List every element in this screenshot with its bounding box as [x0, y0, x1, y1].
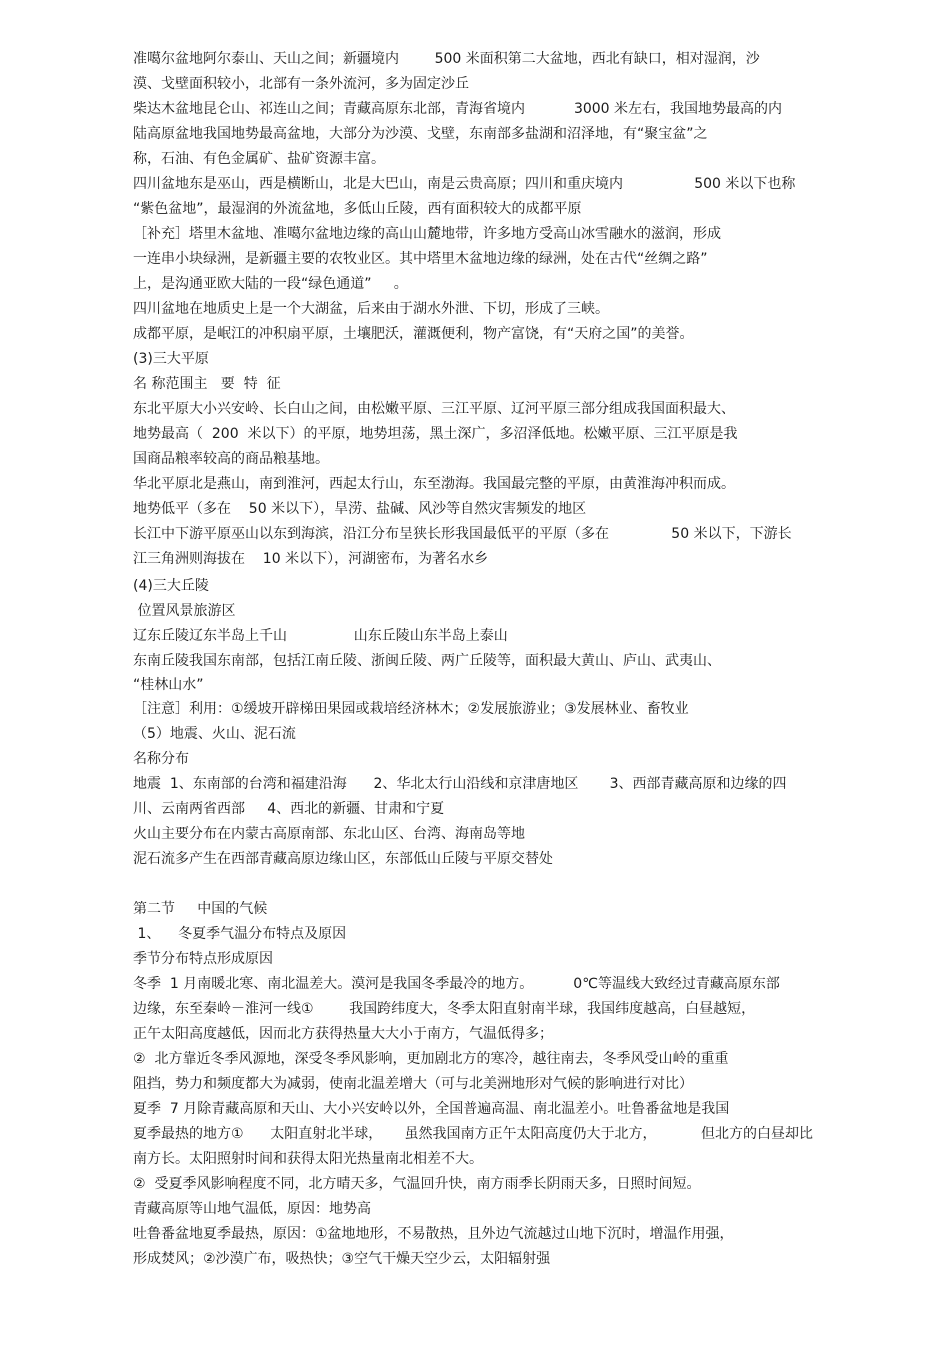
- text-line: 夏季 7 月除青藏高原和天山、大小兴安岭以外，全国普遍高温、南北温差小。吐鲁番盆地是我国: [133, 1101, 730, 1117]
- text-line: “紫色盆地”，最湿润的外流盆地，多低山丘陵，西有面积较大的成都平原: [133, 201, 582, 217]
- section-heading: （5）地震、火山、泥石流: [133, 726, 296, 742]
- text-line: 形成焚风；②沙漠广布，吸热快；③空气干燥天空少云，太阳辐射强: [133, 1251, 551, 1267]
- text-line: “桂林山水”: [133, 677, 204, 693]
- text-line: 阻挡，势力和频度都大为减弱，使南北温差增大（可与北美洲地形对气候的影响进行对比）: [133, 1076, 693, 1092]
- text-line: 南方长。太阳照射时间和获得太阳光热量南北相差不大。: [133, 1151, 483, 1167]
- text-line: 国商品粮率较高的商品粮基地。: [133, 451, 329, 467]
- table-header: 名称分布: [133, 751, 189, 767]
- text-line: 华北平原北是燕山，南到淮河，西起太行山，东至渤海。我国最完整的平原，由黄淮海冲积而成。: [133, 476, 735, 492]
- text-line: 辽东丘陵辽东半岛上千山 山东丘陵山东半岛上泰山: [133, 628, 508, 644]
- text-line: 川、云南两省西部 4、西北的新疆、甘肃和宁夏: [133, 801, 445, 817]
- text-line: ② 受夏季风影响程度不同，北方晴天多，气温回升快，南方雨季长阴雨天多，日照时间短。: [133, 1176, 701, 1192]
- text-line: 东北平原大小兴安岭、长白山之间，由松嫩平原、三江平原、辽河平原三部分组成我国面积最大、: [133, 401, 735, 417]
- text-line: 陆高原盆地我国地势最高盆地，大部分为沙漠、戈壁，东南部多盐湖和沼泽地，有“聚宝盆”之: [133, 126, 708, 142]
- text-line: 边缘，东至秦岭－淮河一线① 我国跨纬度大，冬季太阳直射南半球，我国纬度越高，白昼越短，: [133, 1001, 756, 1017]
- table-header: 名 称范围主 要 特 征: [133, 376, 281, 392]
- text-line: 长江中下游平原巫山以东到海滨，沿江分布呈狭长形我国最低平的平原（多在 50 米以下，下游长: [133, 526, 792, 542]
- text-line: 夏季最热的地方① 太阳直射北半球， 虽然我国南方正午太阳高度仍大于北方， 但北方的白昼却比: [133, 1126, 814, 1142]
- text-line: 一连串小块绿洲，是新疆主要的农牧业区。其中塔里木盆地边缘的绿洲，处在古代“丝绸之路”: [133, 251, 708, 267]
- table-header: 位置风景旅游区: [133, 603, 236, 619]
- section-heading: (3)三大平原: [133, 351, 209, 367]
- text-line: 吐鲁番盆地夏季最热，原因：①盆地地形，不易散热，且外边气流越过山地下沉时，增温作用强，: [133, 1226, 734, 1242]
- text-line: 四川盆地东是巫山，西是横断山，北是大巴山，南是云贵高原；四川和重庆境内 500 米以下也称: [133, 176, 796, 192]
- text-line: 地震 1、东南部的台湾和福建沿海 2、华北太行山沿线和京津唐地区 3、西部青藏高原和边缘的四: [133, 776, 787, 792]
- text-line: 称，石油、有色金属矿、盐矿资源丰富。: [133, 151, 385, 167]
- text-line: 成都平原，是岷江的冲积扇平原，土壤肥沃，灌溉便利，物产富饶，有“天府之国”的美誉。: [133, 326, 694, 342]
- text-line: 准噶尔盆地阿尔泰山、天山之间；新疆境内 500 米面积第二大盆地，西北有缺口，相对湿润，沙: [133, 51, 760, 67]
- text-line: 青藏高原等山地气温低，原因：地势高: [133, 1201, 371, 1217]
- text-line: 火山主要分布在内蒙古高原南部、东北山区、台湾、海南岛等地: [133, 826, 525, 842]
- text-line: 地势低平（多在 50 米以下），旱涝、盐碱、风沙等自然灾害频发的地区: [133, 501, 587, 517]
- text-line: 漠、戈壁面积较小，北部有一条外流河，多为固定沙丘: [133, 76, 469, 92]
- table-header: 季节分布特点形成原因: [133, 951, 273, 967]
- text-line: 柴达木盆地昆仑山、祁连山之间；青藏高原东北部，青海省境内 3000 米左右，我国地势最高的内: [133, 101, 783, 117]
- text-line: 地势最高（ 200 米以下）的平原，地势坦荡，黑土深广，多沼泽低地。松嫩平原、三江平原是我: [133, 426, 738, 442]
- text-line: ［注意］利用：①缓坡开辟梯田果园或栽培经济林木；②发展旅游业；③发展林业、畜牧业: [133, 701, 689, 717]
- text-line: 泥石流多产生在西部青藏高原边缘山区，东部低山丘陵与平原交替处: [133, 851, 553, 867]
- text-line: ［补充］塔里木盆地、准噶尔盆地边缘的高山山麓地带，许多地方受高山冰雪融水的滋润，形成: [133, 226, 721, 242]
- text-line: 正午太阳高度越低，因而北方获得热量大大小于南方，气温低得多；: [133, 1026, 553, 1042]
- text-line: 东南丘陵我国东南部，包括江南丘陵、浙闽丘陵、两广丘陵等，面积最大黄山、庐山、武夷山、: [133, 653, 721, 669]
- section-heading: 1、 冬夏季气温分布特点及原因: [133, 926, 347, 942]
- text-line: 四川盆地在地质史上是一个大湖盆，后来由于湖水外泄、下切，形成了三峡。: [133, 301, 609, 317]
- text-line: 江三角洲则海拔在 10 米以下），河湖密布，为著名水乡: [133, 551, 489, 567]
- text-line: ② 北方靠近冬季风源地，深受冬季风影响，更加剧北方的寒冷，越往南去，冬季风受山岭的重重: [133, 1051, 729, 1067]
- text-line: 冬季 1 月南暖北寒、南北温差大。漠河是我国冬季最冷的地方。 0℃等温线大致经过青藏高原东部: [133, 976, 780, 992]
- chapter-title: 第二节 中国的气候: [133, 901, 268, 917]
- text-line: 上，是沟通亚欧大陆的一段“绿色通道” 。: [133, 276, 408, 292]
- section-heading: (4)三大丘陵: [133, 578, 209, 594]
